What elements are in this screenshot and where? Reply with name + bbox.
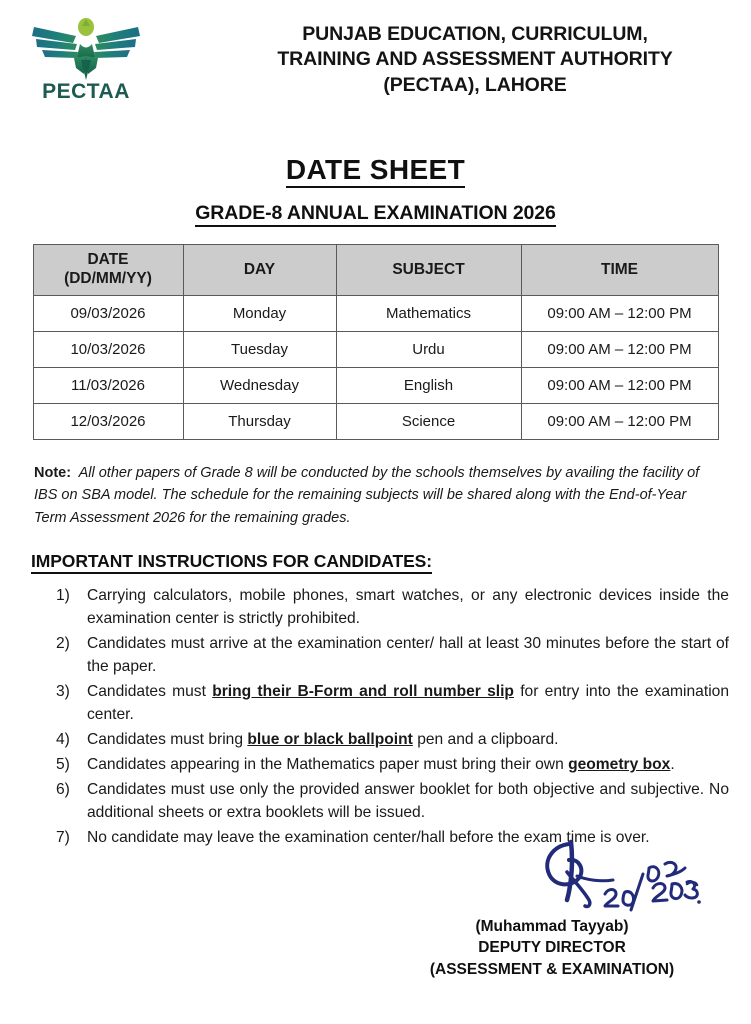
column-header-subject: SUBJECT bbox=[336, 245, 521, 296]
cell-subject: Science bbox=[336, 404, 521, 440]
organization-title bbox=[210, 22, 740, 98]
note-paragraph bbox=[34, 462, 717, 529]
list-item bbox=[56, 681, 729, 727]
column-header-day: DAY bbox=[183, 245, 336, 296]
signatory-designation: DEPUTY DIRECTOR bbox=[478, 939, 626, 957]
cell-date: 10/03/2026 bbox=[33, 332, 183, 368]
page-subtitle bbox=[0, 202, 751, 225]
cell-time: 09:00 AM – 12:00 PM bbox=[521, 368, 718, 404]
page-title bbox=[0, 154, 751, 186]
page-subtitle-text: GRADE-8 ANNUAL EXAMINATION 2026 bbox=[195, 202, 556, 227]
list-item-number: 7) bbox=[56, 828, 70, 846]
list-item-emphasis: geometry box bbox=[568, 755, 671, 773]
cell-day: Monday bbox=[183, 296, 336, 332]
page-title-text: DATE SHEET bbox=[286, 154, 465, 188]
table-row bbox=[33, 404, 718, 440]
cell-date: 12/03/2026 bbox=[33, 404, 183, 440]
list-item-emphasis: blue or black ballpoint bbox=[247, 730, 413, 748]
cell-subject: Mathematics bbox=[336, 296, 521, 332]
list-item bbox=[56, 754, 729, 777]
list-item-text-after: pen and a clipboard. bbox=[412, 730, 559, 748]
list-item-number: 1) bbox=[56, 587, 70, 605]
instructions-heading bbox=[31, 551, 751, 572]
org-title-line-1: PUNJAB EDUCATION, CURRICULUM, bbox=[302, 23, 648, 45]
cell-date: 11/03/2026 bbox=[33, 368, 183, 404]
table-row bbox=[33, 332, 718, 368]
handwritten-signature-icon bbox=[509, 838, 709, 918]
list-item-number: 4) bbox=[56, 730, 70, 748]
list-item-number: 3) bbox=[56, 683, 70, 701]
cell-subject: English bbox=[336, 368, 521, 404]
cell-date: 09/03/2026 bbox=[33, 296, 183, 332]
list-item-text-before: Candidates must bbox=[87, 683, 213, 701]
signatory-details bbox=[387, 916, 717, 980]
table-header-row bbox=[33, 245, 718, 296]
list-item-text-after: for entry into the examination center. bbox=[87, 683, 730, 724]
list-item-text-before: Candidates must use only the provided answer booklet for both objective and subjective. No additional sheets or extra booklets will be issued. bbox=[87, 780, 729, 821]
column-header-date-line2: (DD/MM/YY) bbox=[64, 270, 152, 287]
signatory-name: (Muhammad Tayyab) bbox=[475, 917, 629, 935]
table-row bbox=[33, 296, 718, 332]
logo-wordmark: PECTAA bbox=[42, 80, 130, 103]
list-item-text-before: No candidate may leave the examination center/hall before the exam time is over. bbox=[87, 828, 650, 846]
list-item bbox=[56, 779, 729, 825]
org-title-line-2: TRAINING AND ASSESSMENT AUTHORITY bbox=[277, 48, 673, 71]
cell-time: 09:00 AM – 12:00 PM bbox=[521, 404, 718, 440]
list-item-text-before: Carrying calculators, mobile phones, smart watches, or any electronic devices inside the examination center is strictly prohibited. bbox=[87, 587, 729, 628]
cell-time: 09:00 AM – 12:00 PM bbox=[521, 332, 718, 368]
pectaa-logo bbox=[26, 14, 146, 118]
cell-subject: Urdu bbox=[336, 332, 521, 368]
cell-day: Thursday bbox=[183, 404, 336, 440]
list-item-text-before: Candidates appearing in the Mathematics paper must bring their own bbox=[87, 755, 569, 773]
list-item bbox=[56, 729, 729, 752]
list-item-number: 2) bbox=[56, 635, 70, 653]
column-header-date-line1: DATE bbox=[87, 251, 129, 269]
list-item-number: 6) bbox=[56, 780, 70, 798]
list-item bbox=[56, 633, 729, 679]
list-item-emphasis: bring their B-Form and roll number slip bbox=[212, 683, 514, 701]
note-text: All other papers of Grade 8 will be conducted by the schools themselves by availing the facility of IBS on SBA model. The schedule for the remaining subjects will be shared along with the End-of-Year Term Assessment 2026 for the remaining grades. bbox=[34, 465, 700, 526]
instructions-heading-text: IMPORTANT INSTRUCTIONS FOR CANDIDATES: bbox=[31, 551, 432, 574]
cell-time: 09:00 AM – 12:00 PM bbox=[521, 296, 718, 332]
datesheet-table bbox=[33, 244, 719, 440]
list-item-text-before: Candidates must bring bbox=[87, 730, 248, 748]
cell-day: Wednesday bbox=[183, 368, 336, 404]
note-label: Note: bbox=[34, 465, 72, 481]
list-item-number: 5) bbox=[56, 755, 70, 773]
column-header-date bbox=[33, 245, 183, 296]
document-header bbox=[0, 0, 751, 128]
list-item-text-before: Candidates must arrive at the examination center/ hall at least 30 minutes before the start of the paper. bbox=[87, 635, 729, 676]
list-item bbox=[56, 585, 729, 631]
signature-block bbox=[0, 850, 751, 980]
org-title-line-3: (PECTAA), LAHORE bbox=[383, 73, 567, 96]
list-item-text-after: . bbox=[670, 755, 675, 773]
eagle-wings-icon bbox=[26, 14, 146, 80]
signatory-department: (ASSESSMENT & EXAMINATION) bbox=[429, 960, 675, 978]
instructions-list bbox=[56, 585, 729, 849]
table-row bbox=[33, 368, 718, 404]
column-header-time: TIME bbox=[521, 245, 718, 296]
cell-day: Tuesday bbox=[183, 332, 336, 368]
